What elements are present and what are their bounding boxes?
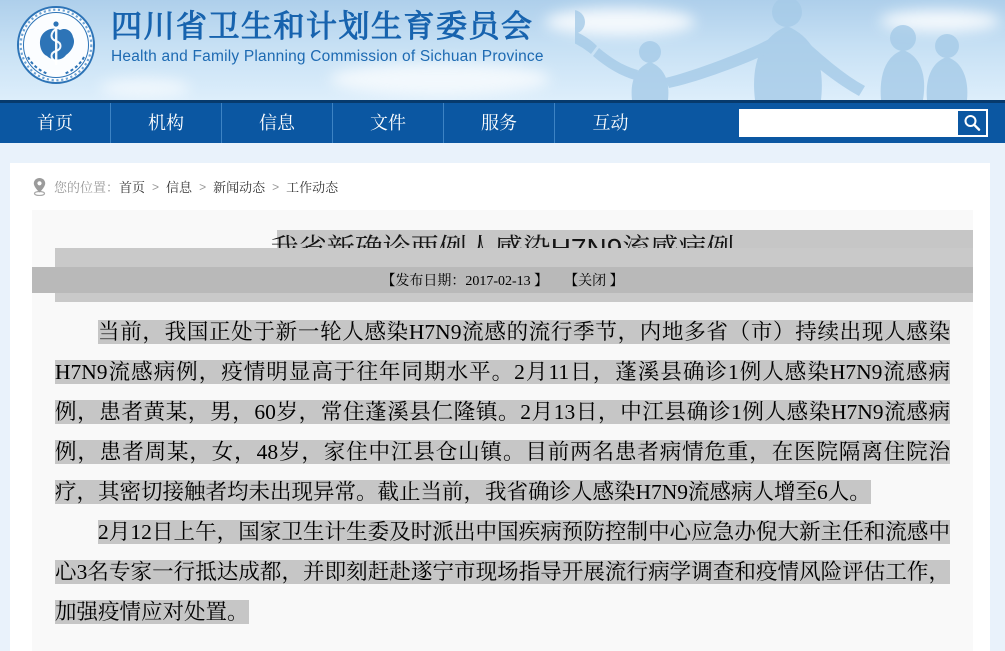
- breadcrumb: [10, 163, 990, 210]
- content-panel: [10, 163, 990, 651]
- site-title-zh: 四川省卫生和计划生育委员会: [111, 9, 534, 44]
- nav-item-interact[interactable]: 互动: [592, 113, 629, 133]
- selected-text: 当前，我国正处于新一轮人感染H7N9流感的流行季节，内地多省（市）持续出现人感染H7N9流感病例，疫情明显高于往年同期水平。2月11日，蓬溪县确诊1例人感染H7N9流感病例，患者黄某，男，60岁，常住蓬溪县仁隆镇。2月13日，中江县确诊1例人感染H7N9流感病例，患者周某，女，48岁，家住中江县仓山镇。目前两名患者病情危重，在医院隔离住院治疗，其密切接触者均未出现异常。截止当前，我省确诊人感染H7N9流感病人增至6人。: [55, 320, 950, 504]
- article: [32, 210, 973, 651]
- breadcrumb-link-news[interactable]: 新闻动态: [213, 180, 266, 195]
- breadcrumb-link-home[interactable]: 首页: [119, 180, 146, 195]
- search-icon: [962, 113, 982, 133]
- article-body: [55, 312, 950, 632]
- site-title-en: Health and Family Planning Commission of Sichuan Province: [111, 48, 544, 65]
- breadcrumb-link-work-news[interactable]: 工作动态: [286, 180, 339, 195]
- publish-date: 【发布日期：2017-02-13 】: [381, 274, 549, 289]
- nav-items: [0, 103, 666, 143]
- paragraph-2: [55, 512, 950, 632]
- search-button[interactable]: [956, 111, 986, 135]
- breadcrumb-link-info[interactable]: 信息: [166, 180, 193, 195]
- article-meta-block: [55, 248, 973, 302]
- family-silhouettes-decoration: [575, 0, 1005, 100]
- location-pin-icon: [32, 177, 47, 196]
- brand: [16, 5, 544, 85]
- site-header: [0, 0, 1005, 100]
- sichuan-health-commission-logo-icon: [16, 5, 96, 85]
- search-input[interactable]: [741, 111, 956, 135]
- close-link[interactable]: 【关闭 】: [564, 274, 624, 289]
- selected-text: 2月12日上午，国家卫生计生委及时派出中国疾病预防控制中心应急办倪大新主任和流感中心3名专家一行抵达成都，并即刻赶赴遂宁市现场指导开展流行病学调查和疫情风险评估工作，加强疫情应对处置。: [55, 520, 950, 624]
- main-nav: [0, 100, 1005, 143]
- nav-item-org[interactable]: 机构: [111, 103, 222, 143]
- breadcrumb-label: 您的位置：: [54, 180, 120, 195]
- nav-item-home[interactable]: 首页: [0, 103, 111, 143]
- breadcrumb-separator: >: [272, 179, 280, 194]
- breadcrumb-separator: >: [199, 179, 207, 194]
- nav-item-info[interactable]: 信息: [222, 103, 333, 143]
- paragraph-1: [55, 312, 950, 512]
- article-meta-line: [32, 267, 973, 293]
- nav-item-services[interactable]: 服务: [444, 103, 555, 143]
- site-search: [739, 109, 988, 137]
- breadcrumb-separator: >: [152, 179, 160, 194]
- article-title-row: [32, 210, 973, 248]
- nav-item-files[interactable]: 文件: [333, 103, 444, 143]
